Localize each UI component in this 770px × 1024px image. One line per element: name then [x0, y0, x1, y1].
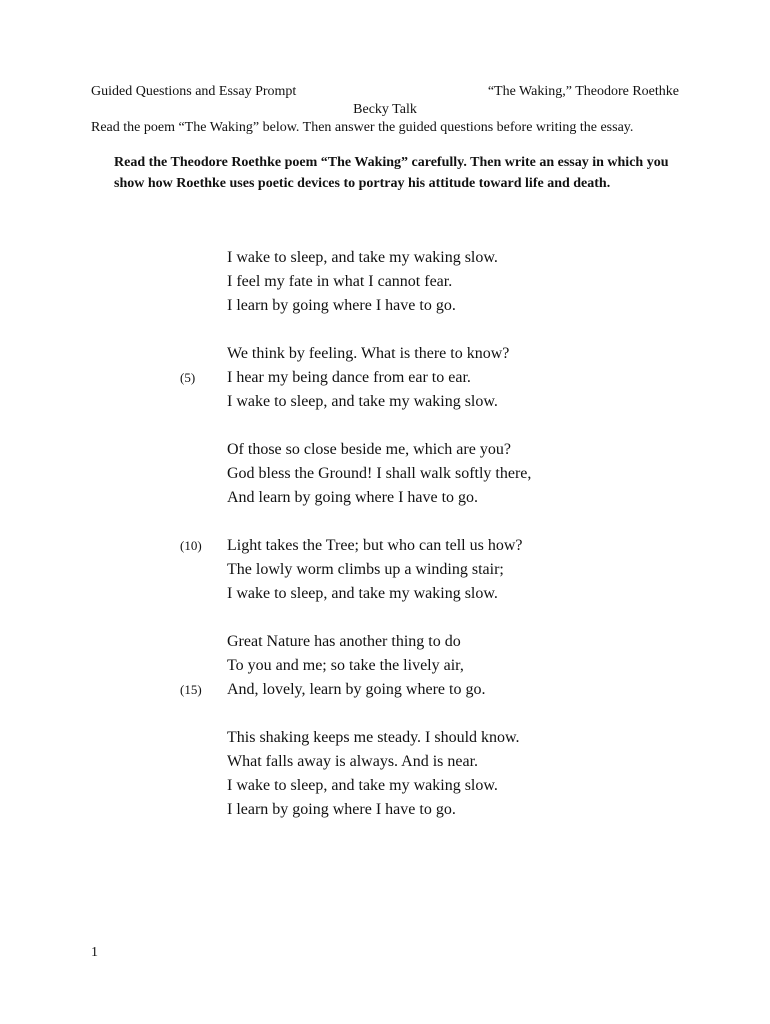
poem-line [0, 270, 770, 294]
page-number: 1 [91, 945, 98, 960]
poem-line-text: I hear my being dance from ear to ear. [227, 369, 471, 386]
poem-line-text: To you and me; so take the lively air, [227, 657, 464, 674]
poem-line-text: What falls away is always. And is near. [227, 753, 479, 770]
poem-line-text: I wake to sleep, and take my waking slow. [227, 585, 498, 602]
poem-line-text: We think by feeling. What is there to know? [227, 345, 510, 362]
author-name: Becky Talk [353, 102, 417, 117]
poem-line [0, 342, 770, 366]
poem-line-text: I feel my fate in what I cannot fear. [227, 273, 453, 290]
poem-line-text: I wake to sleep, and take my waking slow. [227, 777, 498, 794]
poem-line-text: I learn by going where I have to go. [227, 297, 456, 314]
poem-line [0, 750, 770, 774]
poem-line [0, 486, 770, 510]
header-left-title: Guided Questions and Essay Prompt [91, 84, 297, 99]
poem-line-text: Of those so close beside me, which are you? [227, 441, 511, 458]
poem-line [0, 726, 770, 750]
poem-stanza [0, 726, 770, 822]
poem-line-text: And, lovely, learn by going where to go. [227, 681, 486, 698]
poem-line-text: God bless the Ground! I shall walk softly there, [227, 465, 532, 482]
poem-line [0, 390, 770, 414]
poem-stanza [0, 534, 770, 606]
poem-line [0, 558, 770, 582]
line-number: (5) [180, 370, 196, 385]
poem-stanza [0, 342, 770, 414]
poem-line-text: I learn by going where I have to go. [227, 801, 456, 818]
poem-line [0, 438, 770, 462]
poem-line [0, 774, 770, 798]
instruction-text: Read the poem “The Waking” below. Then answer the guided questions before writing the essay. [91, 120, 634, 135]
poem-line-text: This shaking keeps me steady. I should know. [227, 729, 520, 746]
poem-line-text: And learn by going where I have to go. [227, 489, 479, 506]
poem-line [0, 798, 770, 822]
header-right-title: “The Waking,” Theodore Roethke [487, 84, 679, 99]
poem-line [0, 462, 770, 486]
poem-line [0, 630, 770, 654]
poem-stanza [0, 630, 770, 702]
line-number: (15) [180, 682, 202, 697]
poem-line [0, 582, 770, 606]
poem-line [0, 246, 770, 270]
poem-line [0, 678, 770, 702]
poem-stanza [0, 246, 770, 318]
poem [0, 246, 770, 846]
poem-line-text: The lowly worm climbs up a winding stair; [227, 561, 504, 578]
poem-line-text: I wake to sleep, and take my waking slow. [227, 393, 498, 410]
poem-line [0, 294, 770, 318]
poem-line [0, 366, 770, 390]
poem-line-text: I wake to sleep, and take my waking slow. [227, 249, 498, 266]
poem-line [0, 654, 770, 678]
poem-stanza [0, 438, 770, 510]
essay-prompt: Read the Theodore Roethke poem “The Waking” carefully. Then write an essay in which you show how Roethke uses poetic devices to portray his attitude toward life and death. [114, 155, 669, 191]
line-number: (10) [180, 538, 202, 553]
poem-line-text: Great Nature has another thing to do [227, 633, 461, 650]
poem-line [0, 534, 770, 558]
poem-line-text: Light takes the Tree; but who can tell us how? [227, 537, 523, 554]
